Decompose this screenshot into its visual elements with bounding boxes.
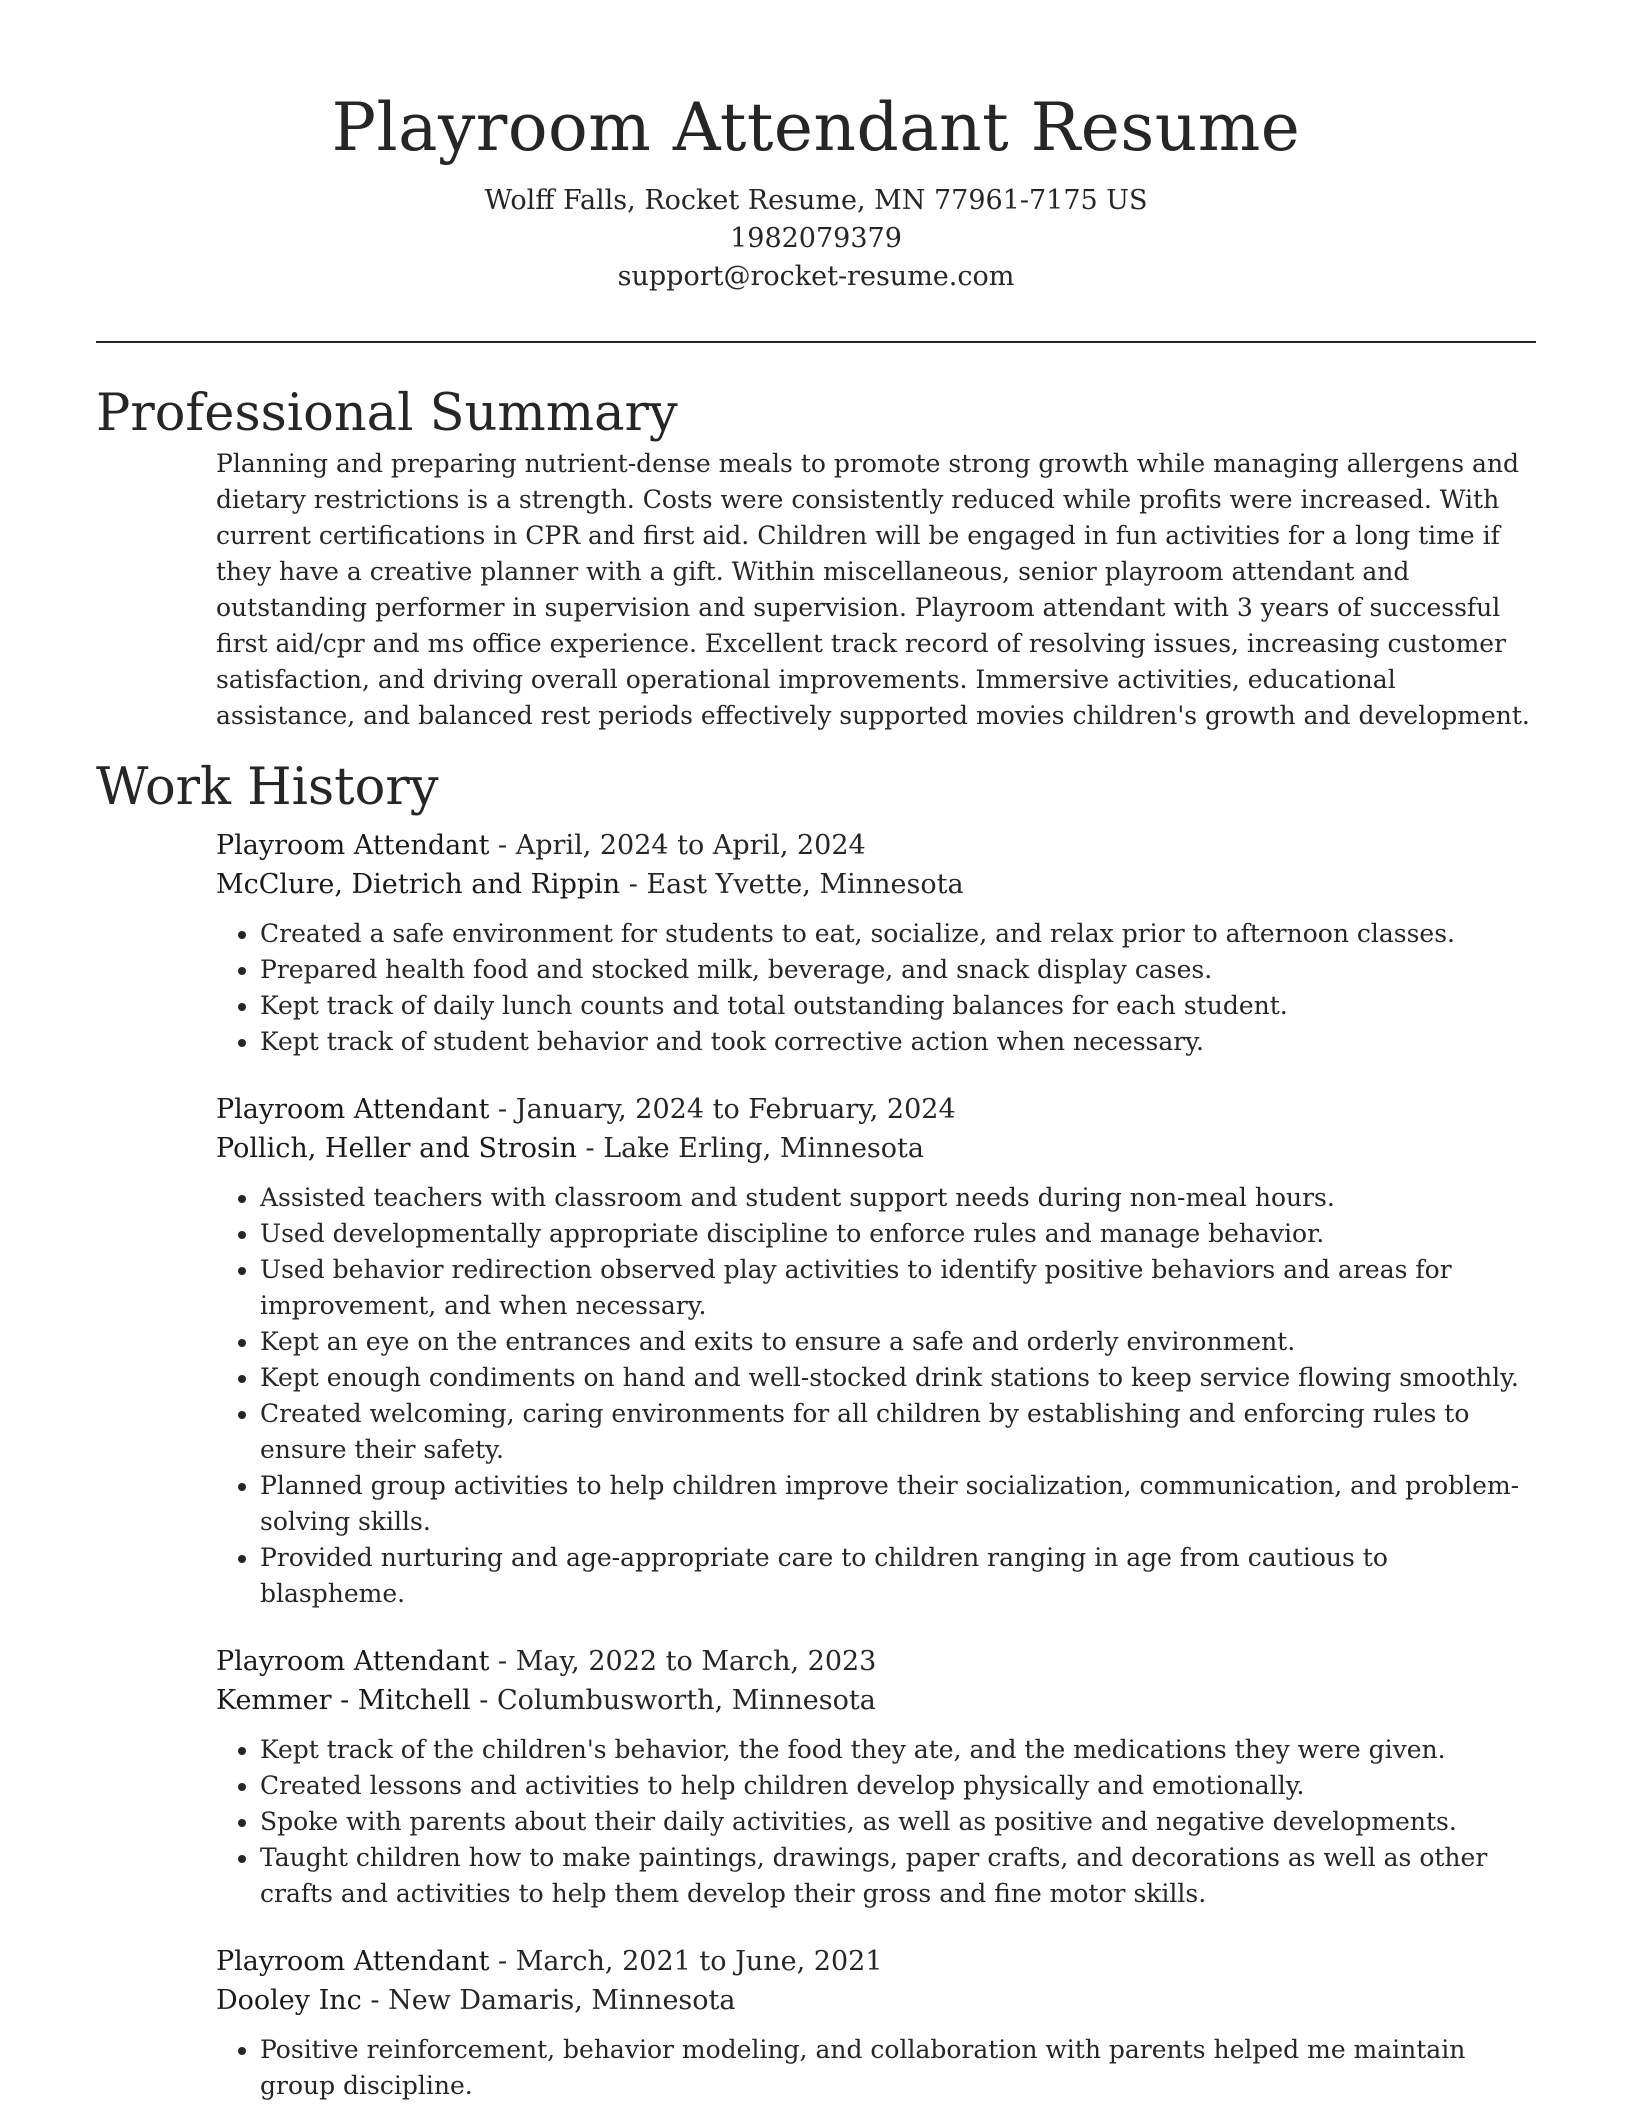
job-dates: - May, 2022 to March, 2023 xyxy=(489,1646,877,1677)
job-company: McClure, Dietrich and Rippin xyxy=(216,869,621,900)
job-bullet: • Kept an eye on the entrances and exits to ensure a safe and orderly environment. xyxy=(260,1324,1536,1360)
job-header xyxy=(216,1942,1536,2020)
job-company: Pollich, Heller and Strosin xyxy=(216,1133,577,1164)
job-title: Playroom Attendant xyxy=(216,1646,490,1677)
job-company-line xyxy=(216,1981,1536,2020)
job-header xyxy=(216,1090,1536,1168)
job-bullet: • Prepared health food and stocked milk, beverage, and snack display cases. xyxy=(260,952,1536,988)
job-company-line xyxy=(216,865,1536,904)
job-title-line xyxy=(216,1090,1536,1129)
job-bullets xyxy=(216,1180,1536,1612)
job-dates: - March, 2021 to June, 2021 xyxy=(489,1946,883,1977)
job-bullet: • Assisted teachers with classroom and student support needs during non-meal hours. xyxy=(260,1180,1536,1216)
job-bullet: • Created a safe environment for students to eat, socialize, and relax prior to afternoon classes. xyxy=(260,916,1536,952)
job-bullet: • Spoke with parents about their daily activities, as well as positive and negative developments. xyxy=(260,1804,1536,1840)
job-entry xyxy=(216,1942,1536,2104)
job-title: Playroom Attendant xyxy=(216,830,490,861)
job-bullet: • Created lessons and activities to help children develop physically and emotionally. xyxy=(260,1768,1536,1804)
job-entry xyxy=(216,1090,1536,1612)
summary-body xyxy=(216,446,1536,734)
work-history-section xyxy=(96,756,1536,2104)
job-bullet: • Created welcoming, caring environments for all children by establishing and enforcing rules to ensure their safety. xyxy=(260,1396,1536,1468)
summary-text: Planning and preparing nutrient-dense meals to promote strong growth while managing allergens and dietary restrictions is a strength. Costs were consistently reduced while profits were increased. With current certifications in CPR and first aid. Children will be engaged in fun activities for a long time if they have a creative planner with a gift. Within miscellaneous, senior playroom attendant and outstanding performer in supervision and supervision. Playroom attendant with 3 years of successful first aid/cpr and ms office experience. Excellent track record of resolving issues, increasing customer satisfaction, and driving overall operational improvements. Immersive activities, educational assistance, and balanced rest periods effectively supported movies children's growth and development. xyxy=(216,449,1530,730)
job-company-line xyxy=(216,1129,1536,1168)
job-company: Kemmer - Mitchell xyxy=(216,1685,471,1716)
job-entry xyxy=(216,826,1536,1060)
job-bullet: • Taught children how to make paintings, drawings, paper crafts, and decorations as well as other crafts and activities to help them develop their gross and fine motor skills. xyxy=(260,1840,1536,1912)
work-history-heading: Work History xyxy=(96,758,439,817)
job-entry xyxy=(216,1642,1536,1912)
job-bullet: • Kept track of daily lunch counts and total outstanding balances for each student. xyxy=(260,988,1536,1024)
work-history-body xyxy=(216,826,1536,2104)
summary-heading: Professional Summary xyxy=(96,384,678,443)
job-dates: - April, 2024 to April, 2024 xyxy=(489,830,866,861)
job-bullet: • Positive reinforcement, behavior modeling, and collaboration with parents helped me maintain group discipline. xyxy=(260,2032,1536,2104)
job-header xyxy=(216,1642,1536,1720)
job-header xyxy=(216,826,1536,904)
job-company: Dooley Inc xyxy=(216,1985,362,2016)
job-bullet: • Provided nurturing and age-appropriate care to children ranging in age from cautious to blaspheme. xyxy=(260,1540,1536,1612)
resume-title: Playroom Attendant Resume xyxy=(331,89,1301,166)
summary-section xyxy=(96,382,1536,734)
job-location: - East Yvette, Minnesota xyxy=(620,869,964,900)
job-title: Playroom Attendant xyxy=(216,1094,490,1125)
job-bullets xyxy=(216,2032,1536,2104)
job-bullet: • Used behavior redirection observed play activities to identify positive behaviors and areas for improvement, and when necessary. xyxy=(260,1252,1536,1324)
job-bullets xyxy=(216,1732,1536,1912)
job-title-line xyxy=(216,826,1536,865)
contact-phone: 1982079379 xyxy=(730,223,902,254)
job-dates: - January, 2024 to February, 2024 xyxy=(489,1094,956,1125)
job-title-line xyxy=(216,1942,1536,1981)
job-company-line xyxy=(216,1681,1536,1720)
resume-header xyxy=(0,0,1632,296)
header-divider xyxy=(96,341,1536,343)
job-bullet: • Planned group activities to help children improve their socialization, communication, and problem-solving skills. xyxy=(260,1468,1536,1540)
job-bullet: • Kept track of student behavior and took corrective action when necessary. xyxy=(260,1024,1536,1060)
job-title: Playroom Attendant xyxy=(216,1946,490,1977)
job-bullets xyxy=(216,916,1536,1060)
job-bullet: • Used developmentally appropriate discipline to enforce rules and manage behavior. xyxy=(260,1216,1536,1252)
contact-info xyxy=(0,182,1632,296)
contact-email: support@rocket-resume.com xyxy=(617,261,1015,292)
job-title-line xyxy=(216,1642,1536,1681)
contact-address: Wolff Falls, Rocket Resume, MN 77961-7175 US xyxy=(484,185,1148,216)
job-bullet: • Kept track of the children's behavior, the food they ate, and the medications they were given. xyxy=(260,1732,1536,1768)
job-bullet: • Kept enough condiments on hand and well-stocked drink stations to keep service flowing smoothly. xyxy=(260,1360,1536,1396)
job-location: - Columbusworth, Minnesota xyxy=(470,1685,876,1716)
resume-content xyxy=(96,382,1536,2112)
job-location: - New Damaris, Minnesota xyxy=(361,1985,736,2016)
job-location: - Lake Erling, Minnesota xyxy=(576,1133,924,1164)
